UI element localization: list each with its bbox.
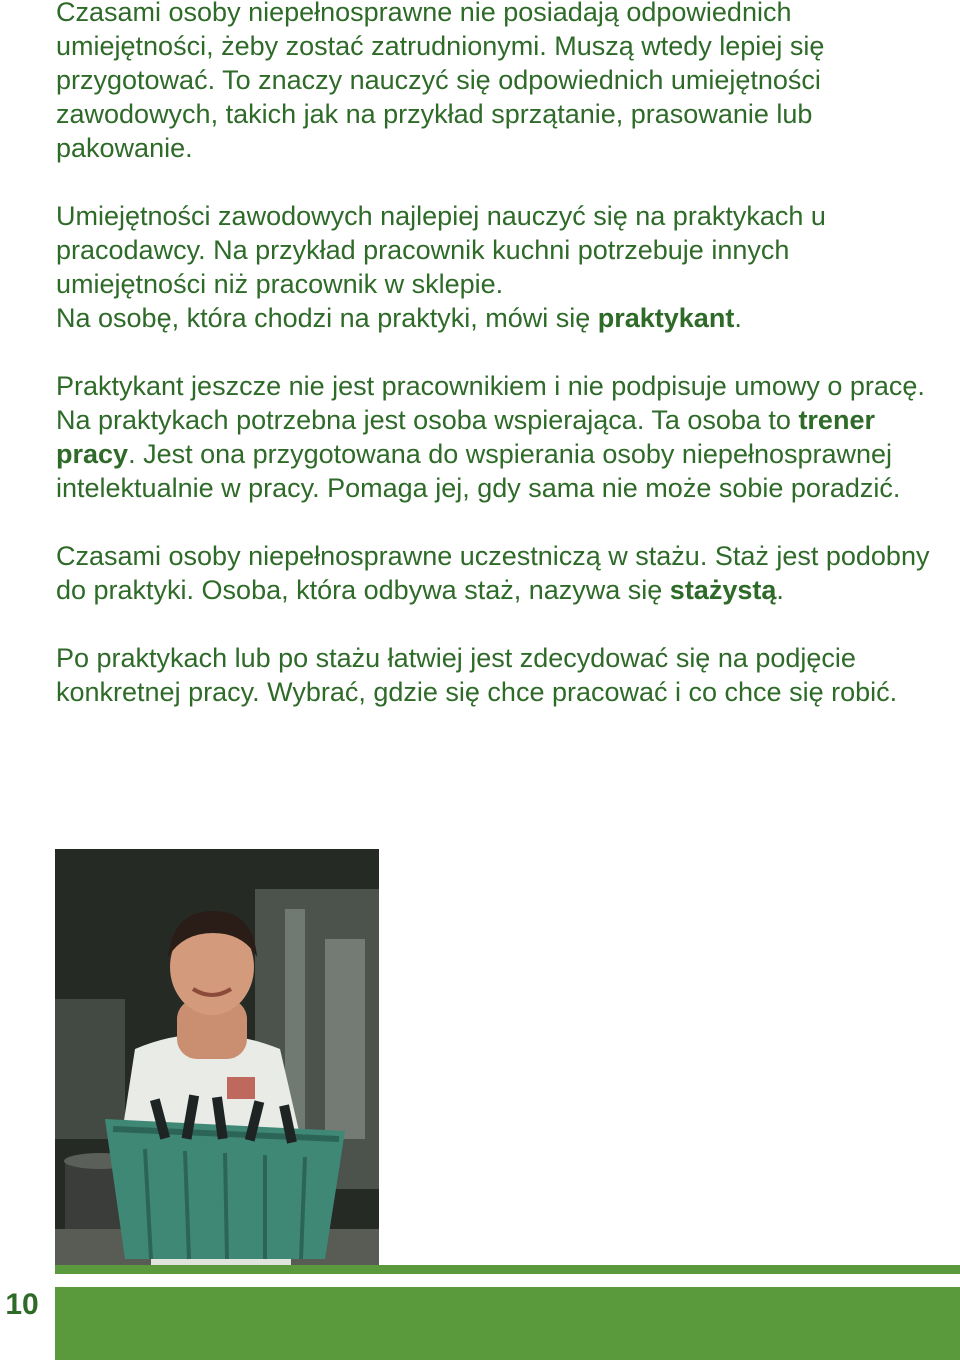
paragraph-4-text: Praktykant jeszcze nie jest pracownikiem i nie podpisuje umowy o pracę. Na praktykach potrzebna jest osoba wspierająca. Ta osoba to xyxy=(56,371,925,435)
paragraph-4-end: . Jest ona przygotowana do wspierania osoby niepełnosprawnej intelektualnie w pracy. Pomaga jej, gdy sama nie może sobie poradzić. xyxy=(56,439,901,503)
page-number: 10 xyxy=(5,1288,39,1321)
paragraph-3-end: . xyxy=(734,303,742,333)
footer-rule xyxy=(55,1265,960,1274)
term-stazysta: stażystą xyxy=(669,575,777,605)
footer-bar xyxy=(55,1287,960,1360)
paragraph-3-text: Na osobę, która chodzi na praktyki, mówi się xyxy=(56,303,598,333)
paragraph-5-end: . xyxy=(776,575,784,605)
paragraph-5 xyxy=(56,539,936,607)
paragraph-6: Po praktykach lub po stażu łatwiej jest zdecydować się na podjęcie konkretnej pracy. Wybrać, gdzie się chce pracować i co chce się robić. xyxy=(56,643,898,707)
paragraph-5-text: Czasami osoby niepełnosprawne uczestniczą w stażu. Staż jest podobny do praktyki. Osoba, która odbywa staż, nazywa się xyxy=(56,541,930,605)
paragraph-3 xyxy=(56,301,936,335)
term-praktykant: praktykant xyxy=(597,303,735,333)
photo-illustration xyxy=(55,849,379,1265)
paragraph-4 xyxy=(56,369,936,505)
paragraph-2: Umiejętności zawodowych najlepiej nauczyć się na praktykach u pracodawcy. Na przykład pracownik kuchni potrzebuje innych umiejętności niż pracownik w sklepie. xyxy=(56,201,826,299)
kitchen-worker-photo xyxy=(55,849,379,1265)
paragraph-1: Czasami osoby niepełnosprawne nie posiadają odpowiednich umiejętności, żeby zostać zatrudnionymi. Muszą wtedy lepiej się przygotować. To znaczy nauczyć się odpowiednich umiejętności zawodowych, takich jak na przykład sprzątanie, prasowanie lub pakowanie. xyxy=(56,0,825,163)
body-text xyxy=(56,0,936,743)
term-trener-pracy: trener pracy xyxy=(56,405,875,469)
